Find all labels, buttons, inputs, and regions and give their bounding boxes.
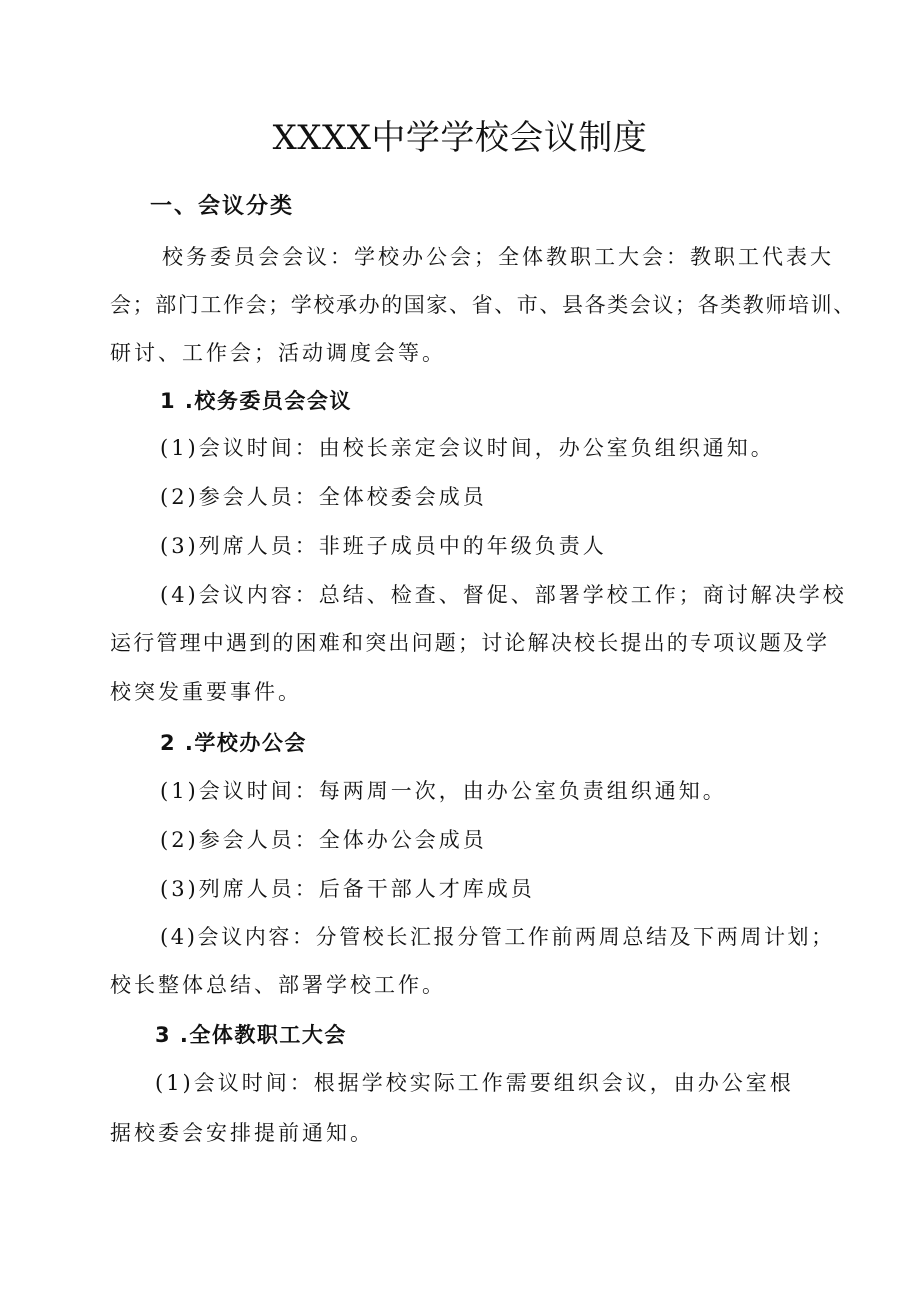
list-item: (4)会议内容：分管校长汇报分管工作前两周总结及下两周计划； — [160, 925, 835, 949]
list-item: (4)会议内容：总结、检查、督促、部署学校工作；商讨解决学校 — [160, 583, 847, 607]
subsection-heading-staff-assembly: 3 .全体教职工大会 — [155, 1023, 347, 1047]
section-heading-classification: 一、会议分类 — [150, 194, 295, 219]
paragraph-line: 校突发重要事件。 — [110, 680, 302, 704]
paragraph-line: 运行管理中遇到的困难和突出问题；讨论解决校长提出的专项议题及学 — [110, 631, 830, 655]
document-title: XXXX中学学校会议制度 — [272, 118, 648, 158]
list-item: (1)会议时间：每两周一次，由办公室负责组织通知。 — [160, 779, 727, 803]
paragraph-line: 据校委会安排提前通知。 — [110, 1121, 374, 1145]
subsection-heading-school-affairs: 1 .校务委员会会议 — [160, 389, 352, 413]
list-item: (1)会议时间：根据学校实际工作需要组织会议，由办公室根 — [155, 1071, 794, 1095]
paragraph-line: 研讨、工作会；活动调度会等。 — [110, 341, 446, 365]
list-item: (1)会议时间：由校长亲定会议时间，办公室负组织通知。 — [160, 436, 775, 460]
list-item: (3)列席人员：后备干部人才库成员 — [160, 877, 535, 901]
list-item: (2)参会人员：全体校委会成员 — [160, 485, 487, 509]
paragraph-line: 校务委员会会议：学校办公会；全体教职工大会：教职工代表大 — [162, 245, 834, 269]
subsection-heading-office-meeting: 2 .学校办公会 — [160, 731, 307, 755]
list-item: (3)列席人员：非班子成员中的年级负责人 — [160, 534, 607, 558]
list-item: (2)参会人员：全体办公会成员 — [160, 828, 487, 852]
paragraph-line: 会；部门工作会；学校承办的国家、省、市、县各类会议；各类教师培训、 — [110, 293, 856, 317]
paragraph-line: 校长整体总结、部署学校工作。 — [110, 973, 446, 997]
